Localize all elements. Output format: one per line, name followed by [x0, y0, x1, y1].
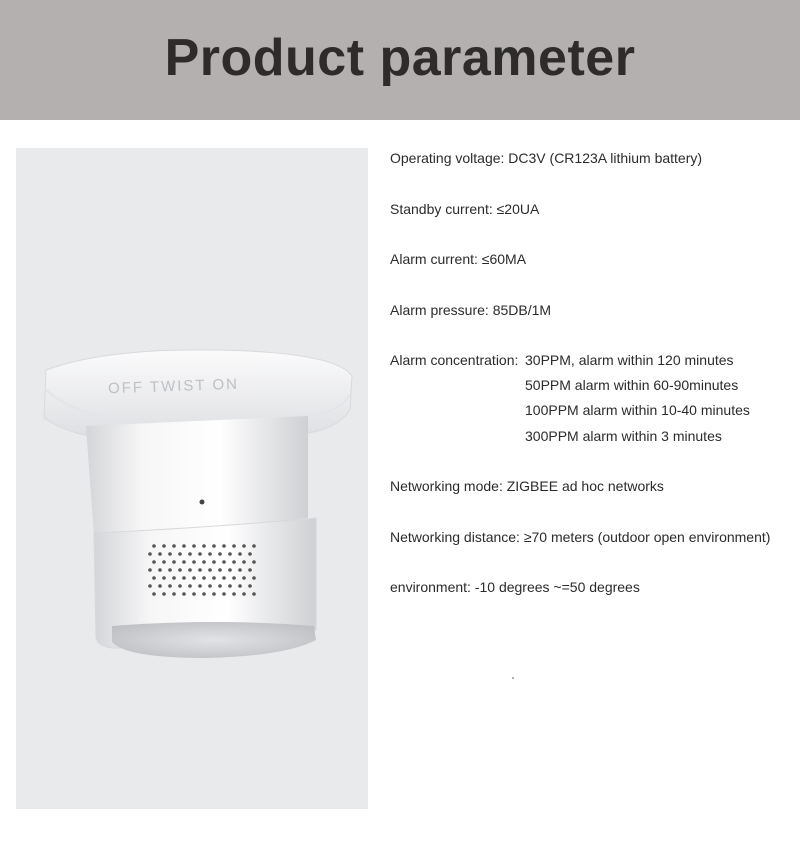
networking-mode: Networking mode: ZIGBEE ad hoc networks: [390, 478, 664, 494]
stray-dot: [512, 677, 514, 679]
environment: environment: -10 degrees ~=50 degrees: [390, 579, 640, 595]
device-embossed-text: OFF TWIST ON: [107, 375, 240, 398]
header-banner: [0, 0, 800, 120]
alarm-concentration-line: 100PPM alarm within 10-40 minutes: [525, 402, 750, 418]
alarm-concentration-line: 30PPM, alarm within 120 minutes: [525, 352, 734, 368]
product-photo: [16, 148, 368, 809]
alarm-concentration-line: 50PPM alarm within 60-90minutes: [525, 377, 739, 393]
gas-detector-image: [16, 148, 368, 809]
page-title: Product parameter: [164, 29, 636, 87]
operating-voltage: Operating voltage: DC3V (CR123A lithium battery): [390, 150, 703, 166]
alarm-current: Alarm current: ≤60MA: [390, 251, 527, 267]
standby-current: Standby current: ≤20UA: [390, 201, 540, 217]
alarm-concentration-label: Alarm concentration:: [390, 352, 519, 368]
networking-distance: Networking distance: ≥70 meters (outdoor open environment): [390, 529, 771, 545]
alarm-concentration-line: 300PPM alarm within 3 minutes: [525, 428, 722, 444]
alarm-pressure: Alarm pressure: 85DB/1M: [390, 302, 552, 318]
